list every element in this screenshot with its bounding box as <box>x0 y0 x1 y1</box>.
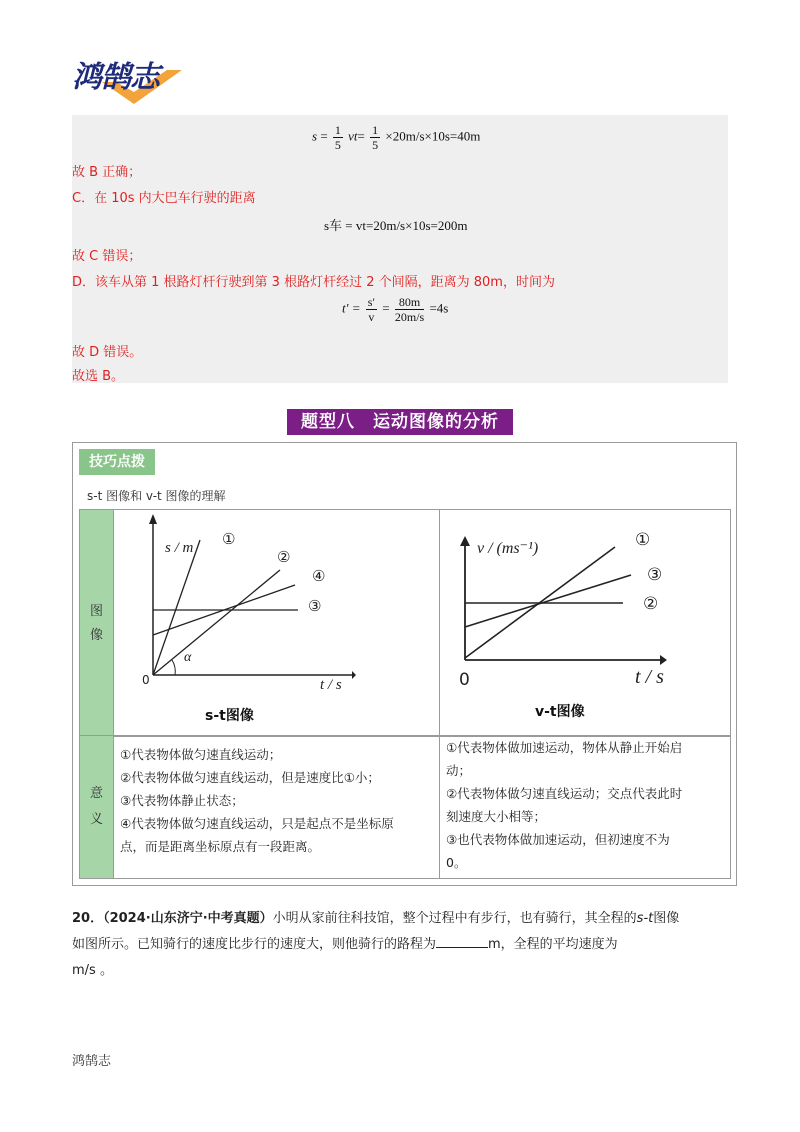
vt-x-label: t / s <box>635 666 664 688</box>
line-b-correct: 故 B 正确； <box>72 165 142 180</box>
line-d-wrong: 故 D 错误。 <box>72 345 143 360</box>
st-line-2 <box>153 570 280 675</box>
vt-mark-2: ② <box>643 594 659 614</box>
vt-meaning-line: ①代表物体做加速运动，物体从静止开始启 <box>446 740 683 755</box>
vt-line-3 <box>465 575 631 627</box>
vt-y-label: v / (ms⁻¹) <box>477 540 539 557</box>
tips-subtitle: s-t 图像和 v-t 图像的理解 <box>87 489 226 503</box>
equation-time: t′ = $\frac{s'}{v}$ = $\frac{80m}{20m/s}$ =4s <box>342 295 449 324</box>
vt-meaning-line: ③也代表物体做加速运动，但初速度不为 <box>446 832 670 847</box>
st-mark-4: ④ <box>312 567 326 585</box>
question-source: （2024·山东济宁·中考真题） <box>103 911 273 926</box>
st-meaning <box>120 743 436 858</box>
line-c: C．在 10s 内大巴车行驶的距离 <box>72 191 256 206</box>
logo <box>72 52 187 112</box>
st-mark-3: ③ <box>308 597 322 615</box>
equation-bus-distance: s车 = vt=20m/s×10s=200m <box>324 218 468 233</box>
line-d: D．该车从第 1 根路灯杆行驶到第 3 根路灯杆经过 2 个间隔，距离为 80m，时间为 <box>72 275 555 290</box>
st-meaning-line: ①代表物体做匀速直线运动； <box>120 747 282 762</box>
st-meaning-line: 点，而是距离坐标原点有一段距离。 <box>120 839 321 854</box>
vt-graph <box>447 510 683 695</box>
st-graph <box>120 510 356 695</box>
equation-distance: s = $\frac{1}{5}$ vt= $\frac{1}{5}$ ×20m/s×10s=40m <box>312 123 481 152</box>
question-number: 20． <box>72 911 104 926</box>
st-x-label: t / s <box>320 677 342 693</box>
tips-box <box>72 442 737 886</box>
vt-meaning-line: ②代表物体做匀速直线运动；交点代表此时 <box>446 786 683 801</box>
line-final-answer: 故选 B。 <box>72 369 125 384</box>
st-origin: 0 <box>142 673 150 687</box>
vt-mark-1: ① <box>635 530 651 550</box>
footer-text: 鸿鹄志 <box>72 1054 112 1069</box>
logo-text: 鸿鹄志 <box>72 60 159 95</box>
row-label-graph: 图 像 <box>79 509 114 737</box>
vt-meaning <box>446 736 726 874</box>
st-angle-label: α <box>184 650 192 665</box>
st-mark-2: ② <box>277 548 291 566</box>
vt-meaning-line: 刻速度大小相等； <box>446 809 547 824</box>
tips-badge: 技巧点拨 <box>79 449 155 475</box>
section-title: 题型八 运动图像的分析 <box>287 409 513 435</box>
line-c-wrong: 故 C 错误； <box>72 249 142 264</box>
st-meaning-line: ④代表物体做匀速直线运动，只是起点不是坐标原 <box>120 816 394 831</box>
st-caption: s-t图像 <box>205 708 254 724</box>
vt-meaning-line: 0。 <box>446 855 467 870</box>
vt-meaning-line: 动； <box>446 763 472 778</box>
st-meaning-line: ②代表物体做匀速直线运动，但是速度比①小； <box>120 770 380 785</box>
vt-mark-3: ③ <box>647 565 663 585</box>
answer-blank-distance[interactable] <box>436 933 488 948</box>
st-y-label: s / m <box>165 540 194 556</box>
answer-box <box>72 115 728 383</box>
st-mark-1: ① <box>222 530 236 548</box>
vt-caption: v-t图像 <box>535 704 585 720</box>
question-20: 20．（2024·山东济宁·中考真题）小明从家前往科技馆，整个过程中有步行，也有骑行，其全程的s-t图像 如图所示。已知骑行的速度比步行的速度大，则他骑行的路程为 m，全程的平均速度为 m/s 。 <box>72 911 680 978</box>
vt-origin: 0 <box>459 670 470 690</box>
row-label-meaning: 意 义 <box>79 735 114 879</box>
st-meaning-line: ③代表物体静止状态； <box>120 793 244 808</box>
